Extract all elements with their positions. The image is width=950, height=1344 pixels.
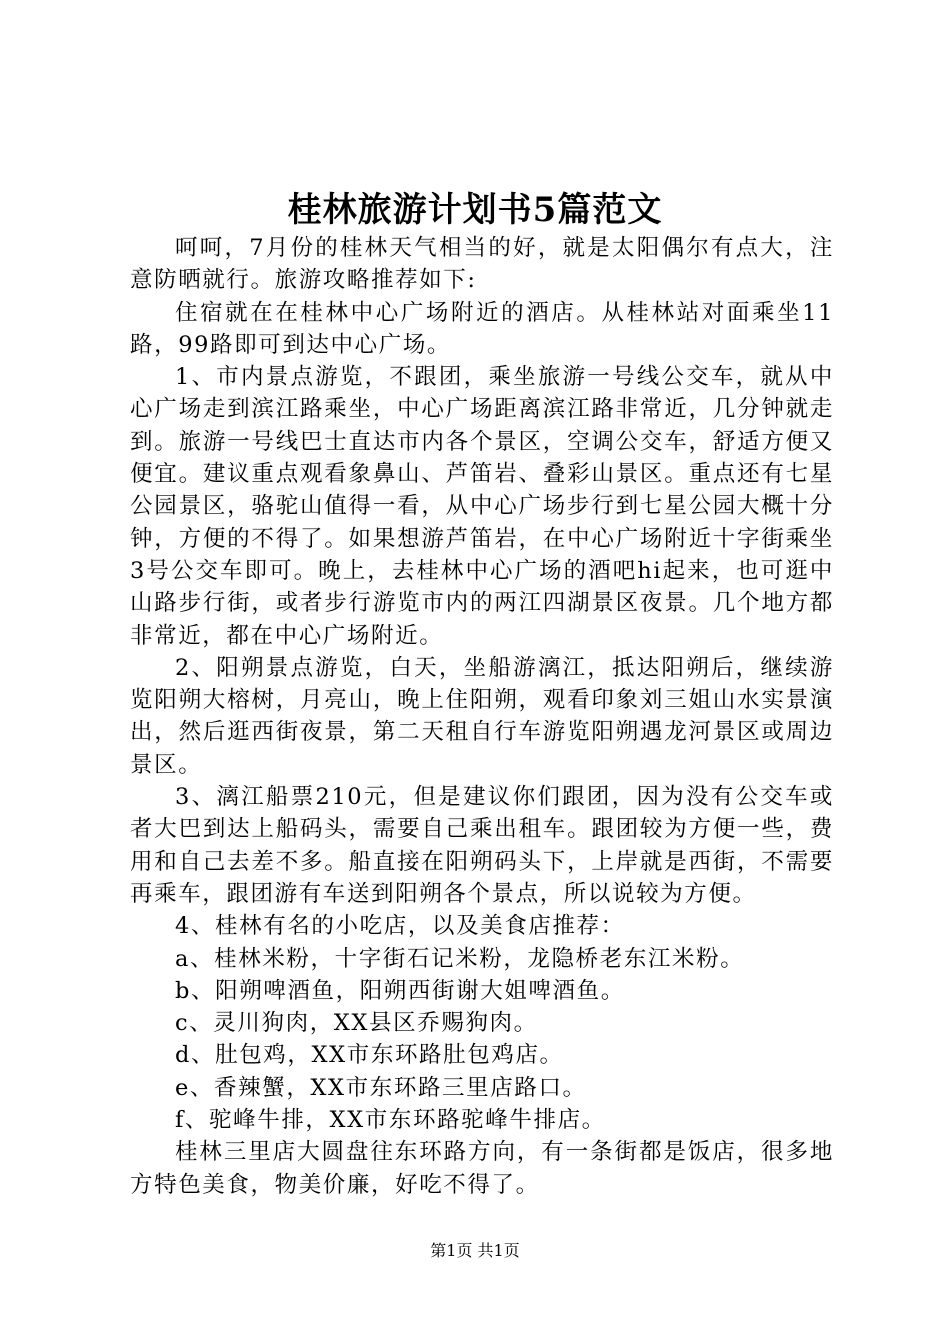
paragraph-food-intro: 4、桂林有名的小吃店，以及美食店推荐： — [175, 913, 625, 940]
page-footer: 第1页 共1页 — [430, 1241, 520, 1260]
paragraph-yangshuo-tour: 2、阳朔景点游览，白天，坐船游漓江，抵达阳朔后，继续游览阳朔大榕树，月亮山，晚上住阳朔，观看印象刘三姐山水实景演出，然后逛西街夜景，第二天租自行车游览阳朔遇龙河景区或周边景区。 — [130, 654, 834, 778]
list-item-food-c: c、灵川狗肉，XX县区乔赐狗肉。 — [175, 1010, 538, 1037]
paragraph-lodging: 住宿就在在桂林中心广场附近的酒店。从桂林站对面乘坐11路，99路即可到达中心广场。 — [130, 299, 834, 358]
document-title: 桂林旅游计划书5篇范文 — [287, 190, 663, 230]
list-item-food-f: f、驼峰牛排，XX市东环路驼峰牛排店。 — [175, 1107, 606, 1134]
list-item-food-e: e、香辣蟹，XX市东环路三里店路口。 — [175, 1074, 587, 1101]
list-item-food-a: a、桂林米粉，十字街石记米粉，龙隐桥老东江米粉。 — [175, 945, 745, 972]
list-item-food-d: d、肚包鸡，XX市东环路肚包鸡店。 — [175, 1042, 564, 1069]
paragraph-city-tour: 1、市内景点游览，不跟团，乘坐旅游一号线公交车，就从中心广场走到滨江路乘坐，中心广场距离滨江路非常近，几分钟就走到。旅游一号线巴士直达市内各个景区，空调公交车，舒适方便又便宜。建议重点观看象鼻山、芦笛岩、叠彩山景区。重点还有七星公园景区，骆驼山值得一看，从中心广场步行到七星公园大概十分钟，方便的不得了。如果想游芦笛岩，在中心广场附近十字街乘坐3号公交车即可。晚上，去桂林中心广场的酒吧hi起来，也可逛中山路步行街，或者步行游览市内的两江四湖景区夜景。几个地方都非常近，都在中心广场附近。 — [130, 364, 834, 649]
paragraph-closing: 桂林三里店大圆盘往东环路方向，有一条街都是饭店，很多地方特色美食，物美价廉，好吃不得了。 — [130, 1139, 834, 1198]
list-item-food-b: b、阳朔啤酒鱼，阳朔西街谢大姐啤酒鱼。 — [175, 977, 625, 1004]
document-body — [130, 232, 834, 1201]
paragraph-lijiang-ticket: 3、漓江船票210元，但是建议你们跟团，因为没有公交车或者大巴到达上船码头，需要自己乘出租车。跟团较为方便一些，费用和自己去差不多。船直接在阳朔码头下，上岸就是西街，不需要再乘车，跟团游有车送到阳朔各个景点，所以说较为方便。 — [130, 784, 834, 907]
paragraph-intro: 呵呵，7月份的桂林天气相当的好，就是太阳偶尔有点大，注意防晒就行。旅游攻略推荐如下: — [130, 235, 834, 294]
